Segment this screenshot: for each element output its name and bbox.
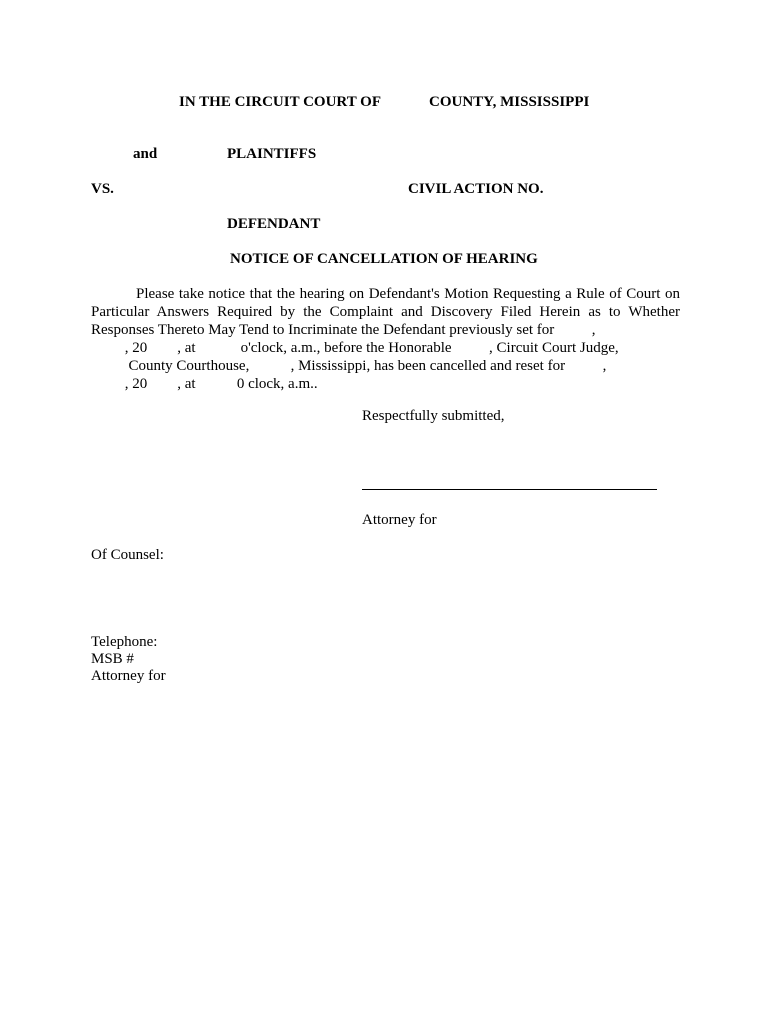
document-title: NOTICE OF CANCELLATION OF HEARING <box>230 251 538 267</box>
notice-body <box>91 285 680 393</box>
body-line-1: Please take notice that the hearing on Defendant's Motion Requesting a Rule of Court on <box>136 286 680 302</box>
body-line-3: Responses Thereto May Tend to Incriminate the Defendant previously set for , <box>91 322 596 338</box>
court-heading-left: IN THE CIRCUIT COURT OF <box>179 94 382 110</box>
of-counsel-label: Of Counsel: <box>91 547 164 563</box>
caption-civil-action: CIVIL ACTION NO. <box>408 181 544 197</box>
counsel-attorney-for: Attorney for <box>91 668 166 684</box>
respectfully-submitted: Respectfully submitted, <box>362 408 505 424</box>
telephone-label: Telephone: <box>91 634 158 650</box>
body-line-2: Particular Answers Required by the Complaint and Discovery Filed Herein as to Whether <box>91 304 680 320</box>
caption-and: and <box>133 146 158 162</box>
body-line-6: , 20 , at 0 clock, a.m.. <box>91 376 318 392</box>
signature-line <box>362 489 657 490</box>
body-line-5: County Courthouse, , Mississippi, has been cancelled and reset for , <box>91 358 607 374</box>
court-heading-right: COUNTY, MISSISSIPPI <box>429 94 590 110</box>
body-line-4: , 20 , at o'clock, a.m., before the Honorable , Circuit Court Judge, <box>91 340 619 356</box>
signature-attorney-for: Attorney for <box>362 512 437 528</box>
msb-label: MSB # <box>91 651 134 667</box>
caption-vs: VS. <box>91 181 114 197</box>
caption-defendant: DEFENDANT <box>227 216 321 232</box>
caption-plaintiffs: PLAINTIFFS <box>227 146 317 162</box>
